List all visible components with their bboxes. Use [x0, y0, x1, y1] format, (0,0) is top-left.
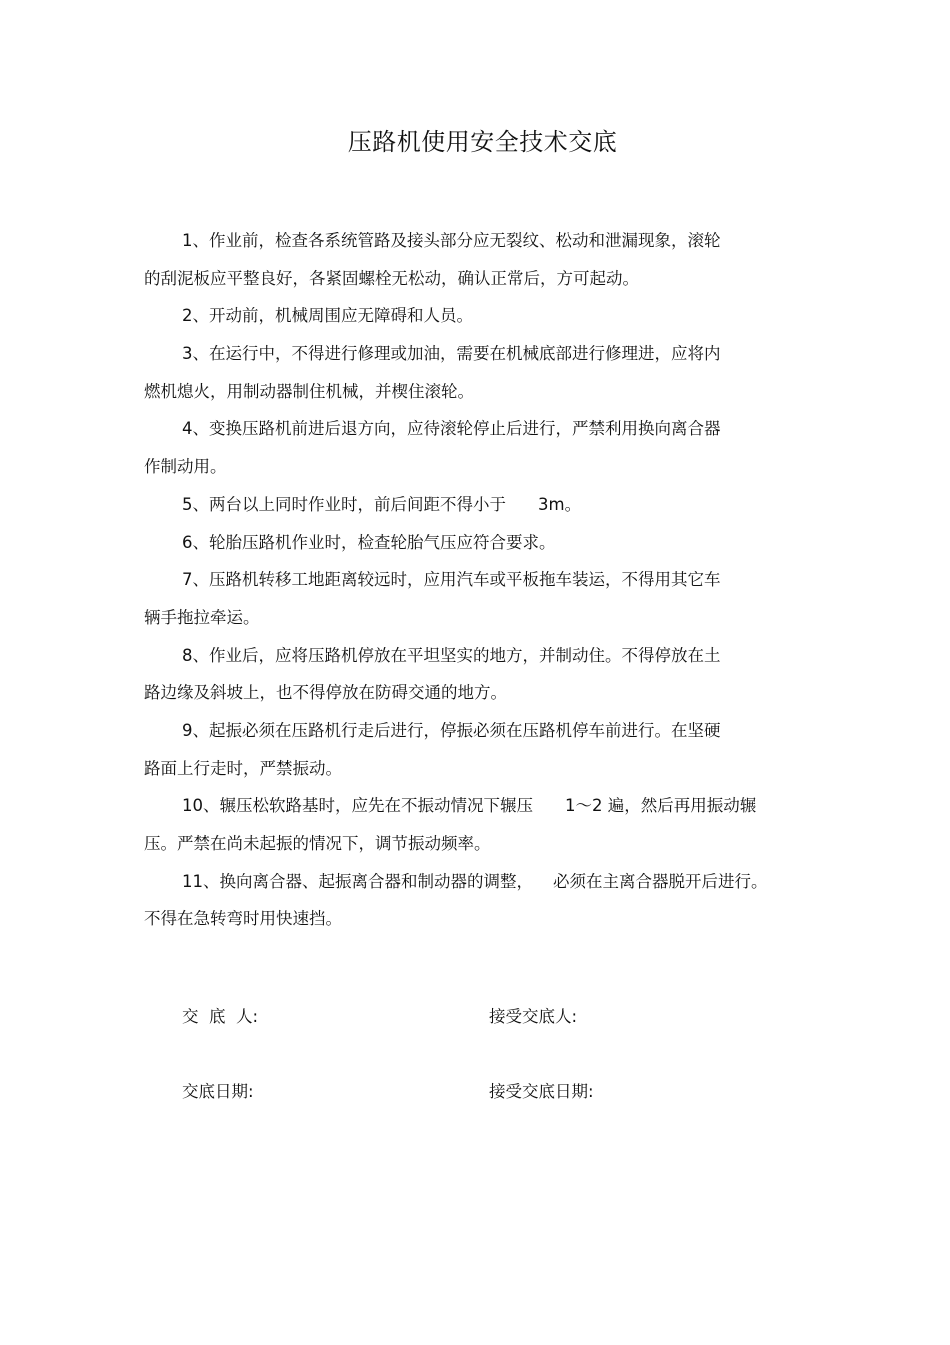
document-title: 压路机使用安全技术交底 [347, 128, 618, 156]
item-1-line-1: 1、作业前，检查各系统管路及接头部分应无裂纹、松动和泄漏现象，滚轮 [182, 231, 721, 250]
item-10-line-2: 压。严禁在尚未起振的情况下，调节振动频率。 [144, 834, 491, 853]
item-3-line-2: 燃机熄火，用制动器制住机械，并楔住滚轮。 [144, 381, 474, 401]
item-9-line-1: 9、起振必须在压路机行走后进行，停振必须在压路机停车前进行。在坚硬 [182, 720, 721, 740]
item-4-line-1: 4、变换压路机前进后退方向，应待滚轮停止后进行，严禁利用换向离合器 [182, 419, 721, 439]
presenter-date-label: 交底日期: [182, 1082, 254, 1101]
item-5-distance: 3m。 [538, 494, 582, 514]
item-10-text-b: 1～2 遍，然后再用振动辗 [565, 796, 757, 816]
presenter-label: 交 底 人: [182, 1007, 259, 1026]
receiver-date-label: 接受交底日期: [489, 1082, 594, 1101]
item-4-line-2: 作制动用。 [144, 457, 227, 477]
item-2-line-1: 2、开动前，机械周围应无障碍和人员。 [182, 306, 473, 326]
item-6-line-1: 6、轮胎压路机作业时，检查轮胎气压应符合要求。 [182, 532, 556, 552]
item-8-line-1: 8、作业后，应将压路机停放在平坦坚实的地方，并制动住。不得停放在土 [182, 645, 721, 665]
item-11-text-a: 11、换向离合器、起振离合器和制动器的调整， [182, 871, 533, 891]
item-1-line-2: 的刮泥板应平整良好，各紧固螺栓无松动，确认正常后，方可起动。 [144, 268, 639, 288]
item-7-line-2: 辆手拖拉牵运。 [144, 607, 260, 627]
item-3-line-1: 3、在运行中，不得进行修理或加油，需要在机械底部进行修理进，应将内 [182, 344, 721, 364]
item-11-text-b: 必须在主离合器脱开后进行。 [553, 871, 768, 891]
item-7-line-1: 7、压路机转移工地距离较远时，应用汽车或平板拖车装运，不得用其它车 [182, 570, 721, 590]
receiver-label: 接受交底人: [489, 1007, 578, 1026]
item-8-line-2: 路边缘及斜坡上，也不得停放在防碍交通的地方。 [144, 683, 507, 703]
item-5-text: 5、两台以上同时作业时，前后间距不得小于 [182, 494, 506, 514]
item-10-text-a: 10、辗压松软路基时，应先在不振动情况下辗压 [182, 796, 533, 816]
item-9-line-2: 路面上行走时，严禁振动。 [144, 758, 342, 778]
item-11-line-2: 不得在急转弯时用快速挡。 [144, 909, 342, 929]
